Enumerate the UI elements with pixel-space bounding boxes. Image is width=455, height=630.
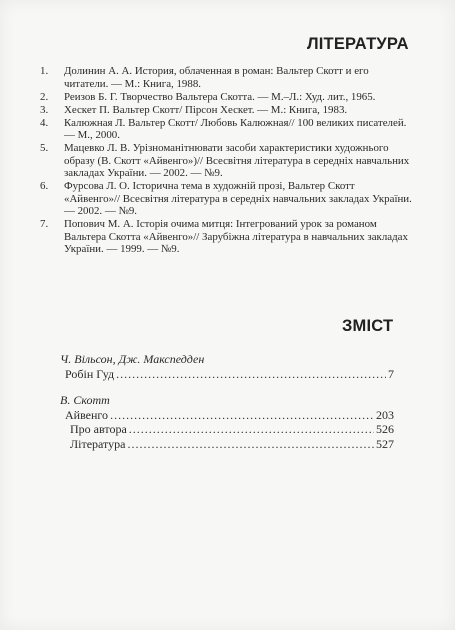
toc-entry-page: 526 (376, 422, 394, 436)
toc-entry (60, 437, 394, 452)
reference-item (40, 142, 412, 180)
toc-entry-page: 203 (376, 407, 394, 422)
reference-item (40, 104, 412, 117)
reference-item (40, 218, 412, 256)
reference-item (40, 180, 412, 218)
reference-item (40, 65, 412, 90)
dot-leader (127, 437, 374, 452)
toc-entry-title: Айвенго (65, 407, 109, 422)
dot-leader (129, 422, 374, 437)
toc-entry (60, 367, 394, 382)
literature-heading: ЛІТЕРАТУРА (307, 35, 409, 53)
reference-list (40, 65, 412, 256)
reference-text: Фурсова Л. О. Історична тема в художній прозі, Вальтер Скотт «Айвенго»// Всесвітня література в середніх навчальних закладах України. — 2002. — №9. (64, 180, 412, 217)
dot-leader (110, 408, 374, 423)
reference-number: 1. (40, 65, 49, 77)
toc-entry (60, 422, 394, 437)
reference-text: Мацевко Л. В. Урізноманітнювати засоби характеристики художнього образу (В. Скотт «Айвенго»)// Всесвітня література в середніх навчальних закладах України. — 2002. — №9. (64, 142, 410, 179)
dot-leader (116, 367, 386, 382)
reference-number: 4. (40, 116, 49, 129)
toc-entry (60, 408, 394, 423)
reference-text: Реизов Б. Г. Творчество Вальтера Скотта. — М.–Л.: Худ. лит., 1965. (64, 90, 376, 103)
reference-text: Калюжная Л. Вальтер Скотт/ Любовь Калюжная// 100 великих писателей. — М., 2000. (64, 116, 407, 141)
reference-item (40, 91, 412, 104)
toc-author: В. Скотт (60, 393, 110, 407)
reference-text: Попович М. А. Історія очима митця: Інтегрований урок за романом Вальтера Скотта «Айвенго»// Зарубіжна література в навчальних закладах України. — 1999. — №9. (64, 218, 408, 255)
toc-entry-page: 7 (388, 366, 394, 381)
reference-text: Хескет П. Вальтер Скотт/ Пірсон Хескет. — М.: Книга, 1983. (64, 103, 348, 116)
toc-entry-title: Література (70, 436, 126, 451)
reference-number: 3. (40, 103, 49, 116)
reference-number: 2. (40, 90, 49, 103)
toc-entry-page: 527 (376, 436, 394, 451)
toc-entry-title: Робін Гуд (65, 366, 115, 381)
contents-heading: ЗМІСТ (342, 317, 394, 335)
reference-number: 5. (40, 142, 49, 154)
table-of-contents (60, 352, 394, 451)
toc-author: Ч. Вільсон, Дж. Макспедден (60, 352, 205, 366)
reference-number: 7. (40, 218, 49, 230)
reference-number: 6. (40, 180, 49, 192)
reference-item (40, 117, 412, 142)
toc-entry-title: Про автора (70, 422, 127, 436)
reference-text: Долинин А. А. История, облаченная в роман: Вальтер Скотт и его читатели. — М.: Книга, 1988. (64, 65, 369, 90)
